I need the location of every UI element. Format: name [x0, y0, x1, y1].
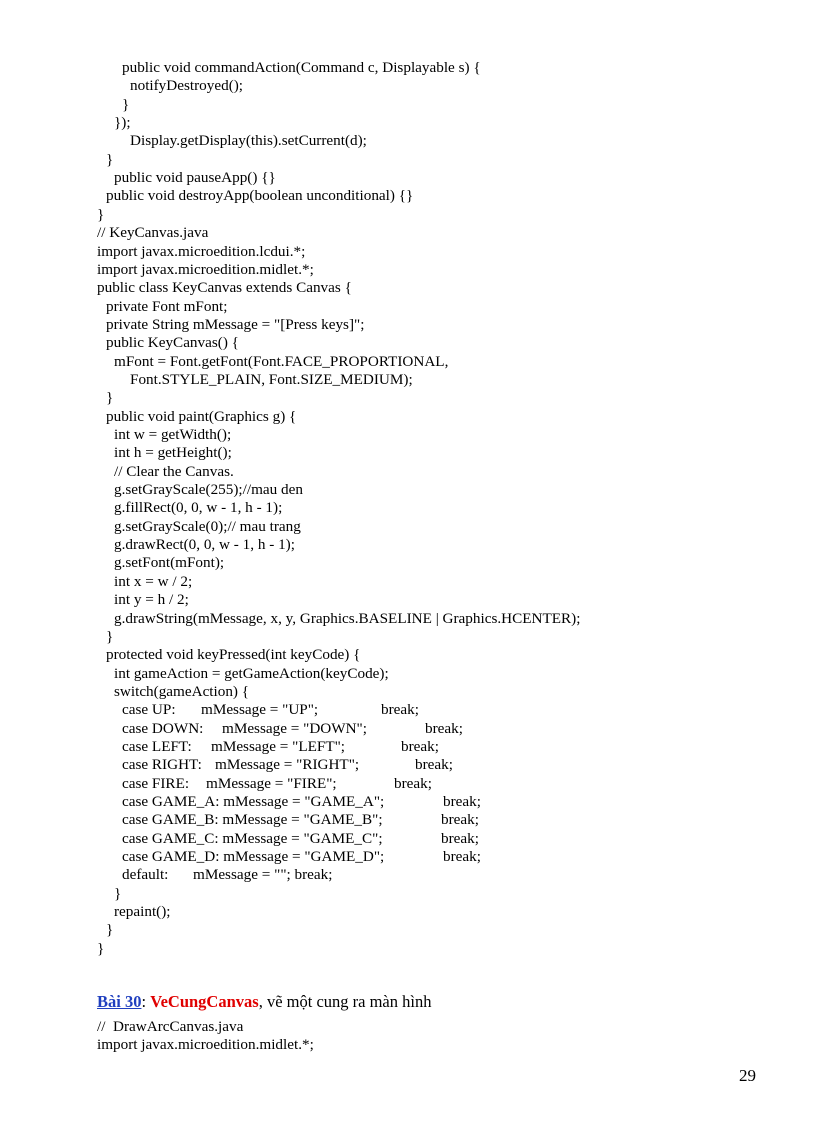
page-number: 29: [739, 1066, 756, 1085]
code-fragment: notifyDestroyed();: [130, 77, 244, 94]
code-fragment: public KeyCanvas() {: [106, 334, 239, 351]
code-fragment: break;: [415, 756, 453, 773]
code-fragment: private Font mFont;: [106, 298, 228, 315]
code-fragment: Display.getDisplay(this).setCurrent(d);: [130, 132, 367, 149]
code-fragment: mMessage = "UP";: [201, 701, 319, 718]
code-fragment: case FIRE:: [122, 775, 190, 792]
code-fragment: mMessage = ""; break;: [193, 866, 333, 883]
code-fragment: }: [106, 151, 114, 168]
tail-code-fragment: import javax.microedition.midlet.*;: [97, 1036, 314, 1053]
code-fragment: });: [114, 114, 131, 131]
code-fragment: // KeyCanvas.java: [97, 224, 209, 241]
code-fragment: // Clear the Canvas.: [114, 463, 234, 480]
code-fragment: case GAME_D: mMessage = "GAME_D";: [122, 848, 385, 865]
code-fragment: public void destroyApp(boolean unconditional) {}: [106, 187, 414, 204]
code-fragment: case GAME_C: mMessage = "GAME_C";: [122, 830, 383, 847]
code-fragment: mFont = Font.getFont(Font.FACE_PROPORTIONAL,: [114, 353, 449, 370]
code-fragment: g.drawString(mMessage, x, y, Graphics.BASELINE | Graphics.HCENTER);: [114, 610, 581, 627]
code-fragment: }: [122, 96, 130, 113]
code-fragment: case GAME_B: mMessage = "GAME_B";: [122, 811, 383, 828]
code-fragment: break;: [441, 811, 479, 828]
code-fragment: }: [106, 628, 114, 645]
code-fragment: case DOWN:: [122, 720, 204, 737]
code-fragment: int w = getWidth();: [114, 426, 232, 443]
code-fragment: repaint();: [114, 903, 171, 920]
code-fragment: }: [106, 389, 114, 406]
code-fragment: g.fillRect(0, 0, w - 1, h - 1);: [114, 499, 283, 516]
code-fragment: int x = w / 2;: [114, 573, 193, 590]
code-fragment: mMessage = "RIGHT";: [215, 756, 360, 773]
code-fragment: }: [114, 885, 122, 902]
code-fragment: }: [106, 921, 114, 938]
code-fragment: break;: [394, 775, 432, 792]
code-fragment: case LEFT:: [122, 738, 192, 755]
exercise-description: , vẽ một cung ra màn hình: [258, 992, 432, 1011]
code-fragment: }: [97, 940, 105, 957]
code-fragment: break;: [381, 701, 419, 718]
code-fragment: public void pauseApp() {}: [114, 169, 276, 186]
code-fragment: break;: [443, 793, 481, 810]
code-fragment: int y = h / 2;: [114, 591, 189, 608]
code-fragment: case GAME_A: mMessage = "GAME_A";: [122, 793, 385, 810]
code-fragment: public void paint(Graphics g) {: [106, 408, 297, 425]
code-fragment: break;: [401, 738, 439, 755]
code-fragment: Font.STYLE_PLAIN, Font.SIZE_MEDIUM);: [130, 371, 413, 388]
code-fragment: switch(gameAction) {: [114, 683, 250, 700]
code-fragment: }: [97, 206, 105, 223]
code-fragment: public class KeyCanvas extends Canvas {: [97, 279, 352, 296]
code-fragment: g.drawRect(0, 0, w - 1, h - 1);: [114, 536, 295, 553]
code-fragment: int h = getHeight();: [114, 444, 232, 461]
exercise-number-link[interactable]: Bài 30: [97, 992, 142, 1011]
code-fragment: private String mMessage = "[Press keys]";: [106, 316, 365, 333]
code-fragment: import javax.microedition.midlet.*;: [97, 261, 314, 278]
exercise-separator: :: [141, 992, 151, 1011]
code-fragment: int gameAction = getGameAction(keyCode);: [114, 665, 389, 682]
code-fragment: mMessage = "DOWN";: [222, 720, 367, 737]
code-fragment: protected void keyPressed(int keyCode) {: [106, 646, 361, 663]
code-fragment: break;: [443, 848, 481, 865]
code-fragment: g.setGrayScale(0);// mau trang: [114, 518, 301, 535]
exercise-heading: [97, 992, 431, 1012]
code-fragment: case RIGHT:: [122, 756, 202, 773]
code-fragment: public void commandAction(Command c, Displayable s) {: [122, 59, 481, 76]
tail-code-fragment: // DrawArcCanvas.java: [97, 1018, 244, 1035]
code-fragment: import javax.microedition.lcdui.*;: [97, 243, 306, 260]
code-fragment: default:: [122, 866, 169, 883]
code-fragment: case UP:: [122, 701, 176, 718]
code-fragment: break;: [425, 720, 463, 737]
exercise-title: VeCungCanvas: [150, 992, 259, 1011]
code-fragment: mMessage = "LEFT";: [211, 738, 346, 755]
code-fragment: g.setGrayScale(255);//mau den: [114, 481, 303, 498]
code-fragment: g.setFont(mFont);: [114, 554, 225, 571]
code-fragment: mMessage = "FIRE";: [206, 775, 337, 792]
code-fragment: break;: [441, 830, 479, 847]
